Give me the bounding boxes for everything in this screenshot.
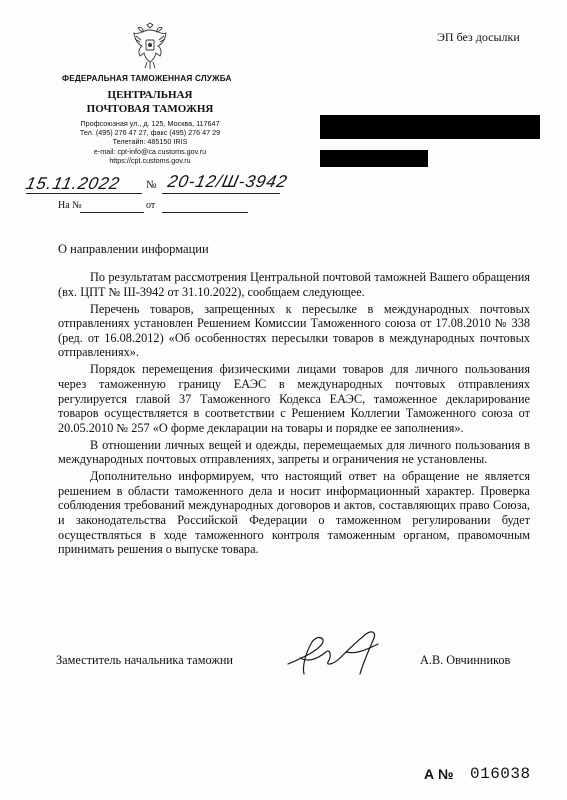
org-address: Профсоюзная ул., д. 125, Москва, 117647 bbox=[80, 119, 220, 128]
redacted-recipient-block bbox=[320, 115, 540, 139]
form-serial-label: А № bbox=[424, 766, 454, 782]
org-website: https://cpt.customs.gov.ru bbox=[109, 155, 191, 165]
body-paragraph: По результатам рассмотрения Центральной почтовой таможней Вашего обращения (вх. ЦПТ № Ш-3942 от 31.10.2022), сообщаем следующее. bbox=[58, 270, 530, 299]
date-underline bbox=[26, 193, 142, 194]
org-contacts bbox=[62, 119, 238, 165]
signatory-name: А.В. Овчинников bbox=[420, 653, 511, 667]
body-paragraph: В отношении личных вещей и одежды, перемещаемых для личного пользования в международных почтовых отправлениях, запреты и ограничения не установлены. bbox=[58, 437, 530, 467]
letter-body bbox=[58, 270, 530, 559]
org-name-federal: ФЕДЕРАЛЬНАЯ ТАМОЖЕННАЯ СЛУЖБА bbox=[62, 74, 232, 83]
number-underline bbox=[162, 193, 280, 194]
delivery-marking: ЭП без досылки bbox=[437, 30, 520, 44]
org-name-line: ПОЧТОВАЯ ТАМОЖНЯ bbox=[86, 103, 214, 115]
body-paragraph: Порядок перемещения физическими лицами товаров для личного пользования через таможенную границу ЕАЭС в международных почтовых отправлениях регулируется главой 37 Таможенного Кодекса ЕАЭС, таможенное декларирование товаров осуществляется в соответствии с Решением Коллегии Таможенного союза от 20.05.2010 № 257 «О форме декларации на товары и порядке ее заполнения». bbox=[58, 362, 530, 435]
org-teletype: Телетайп: 485150 IRIS bbox=[112, 137, 188, 147]
handwritten-signature bbox=[282, 622, 390, 682]
reference-number-label: На № bbox=[58, 200, 82, 211]
org-email: e-mail: cpt-info@ca.customs.gov.ru bbox=[93, 146, 207, 156]
handwritten-date: 15.11.2022 bbox=[24, 174, 122, 193]
coat-of-arms-emblem bbox=[130, 22, 170, 70]
reference-number-line bbox=[80, 212, 144, 213]
letter-subject: О направлении информации bbox=[58, 242, 209, 256]
org-name-line: ЦЕНТРАЛЬНАЯ bbox=[107, 89, 193, 101]
org-name-block bbox=[62, 88, 238, 116]
reference-date-line bbox=[162, 212, 248, 213]
handwritten-number: 20-12/Ш-3942 bbox=[166, 172, 290, 191]
org-phone-fax: Тел. (495) 276 47 27, факс (495) 276 47 29 bbox=[79, 128, 221, 138]
body-paragraph: Дополнительно информируем, что настоящий ответ на обращение не является решением в области таможенного дела и носит информационный характер. Проверка соблюдения требований международных договоров и актов, составляющих право Союза, и законодательства Российской Федерации о таможенном регулировании будет осуществляться в ходе таможенного контроля таможенным органом, правомочным принимать решения о выпуске товара. bbox=[58, 469, 530, 557]
number-sign: № bbox=[146, 179, 157, 191]
form-serial-number: 016038 bbox=[470, 765, 531, 783]
body-paragraph: Перечень товаров, запрещенных к пересылке в международных почтовых отправлениях установлен Решением Комиссии Таможенного союза от 17.08.2010 № 338 (ред. от 16.08.2012) «Об особенностях пересылки товаров в международных почтовых отправлениях». bbox=[58, 301, 530, 360]
redacted-recipient-block bbox=[320, 150, 428, 167]
reference-date-label: от bbox=[146, 200, 156, 211]
signatory-position: Заместитель начальника таможни bbox=[56, 653, 234, 667]
